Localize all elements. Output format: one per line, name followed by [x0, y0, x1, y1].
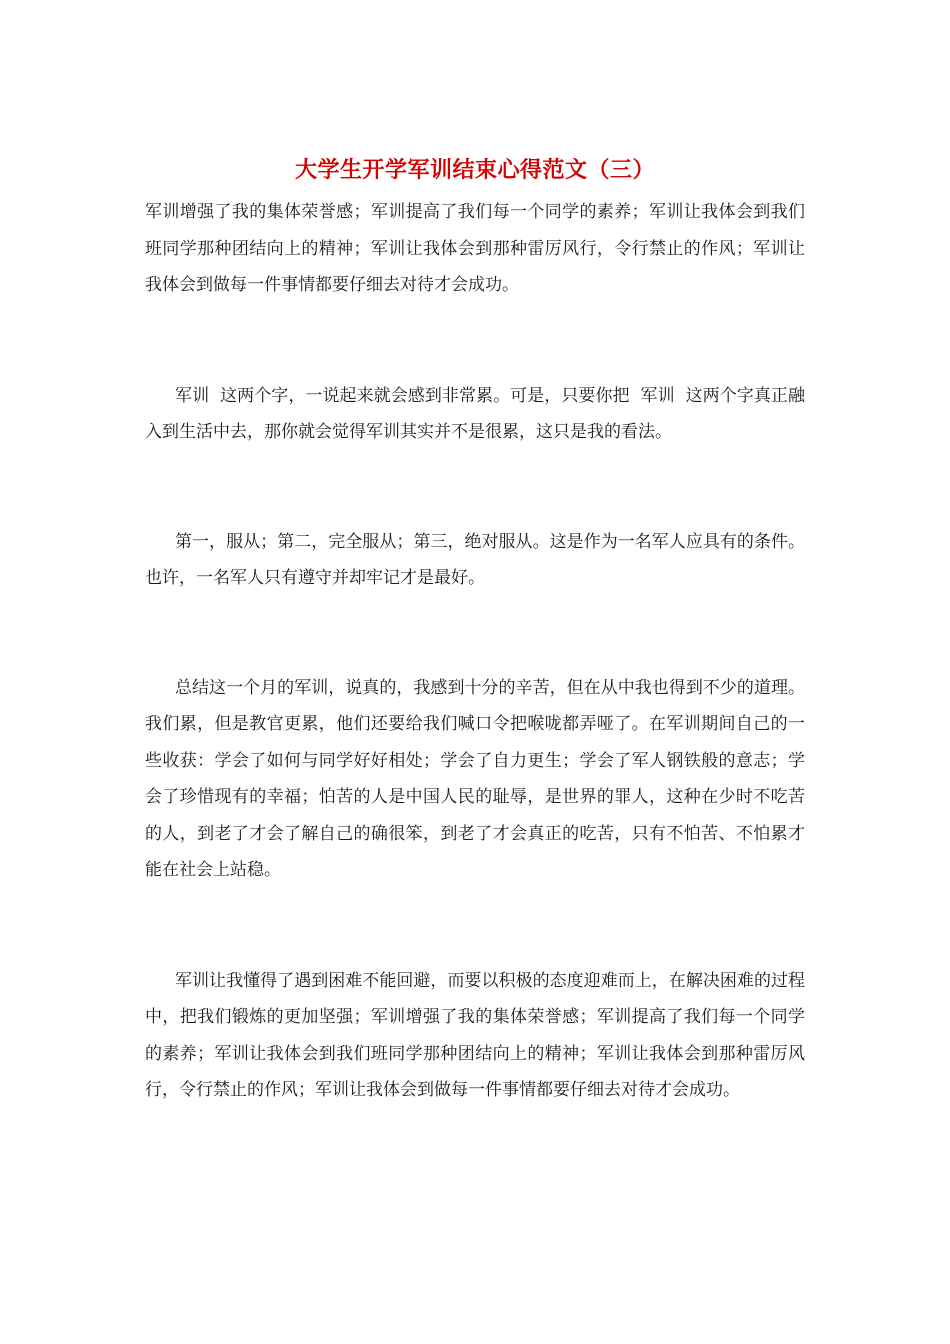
document-page	[145, 150, 805, 1109]
paragraph-5: 军训让我懂得了遇到困难不能回避，而要以积极的态度迎难而上，在解决困难的过程中，把我们锻炼的更加坚强；军训增强了我的集体荣誉感；军训提高了我们每一个同学的素养；军训让我体会到我们班同学那种团结向上的精神；军训让我体会到那种雷厉风行，令行禁止的作风；军训让我体会到做每一件事情都要仔细去对待才会成功。	[145, 970, 805, 1100]
paragraph-1: 军训增强了我的集体荣誉感；军训提高了我们每一个同学的素养；军训让我体会到我们班同学那种团结向上的精神；军训让我体会到那种雷厉风行，令行禁止的作风；军训让我体会到做每一件事情都要仔细去对待才会成功。	[145, 202, 805, 295]
paragraph-3: 第一，服从；第二，完全服从；第三，绝对服从。这是作为一名军人应具有的条件。也许，一名军人只有遵守并却牢记才是最好。	[145, 531, 805, 588]
paragraph-2: 军训 这两个字，一说起来就会感到非常累。可是，只要你把 军训 这两个字真正融入到生活中去，那你就会觉得军训其实并不是很累，这只是我的看法。	[145, 385, 805, 442]
paragraph-4: 总结这一个月的军训，说真的，我感到十分的辛苦，但在从中我也得到不少的道理。我们累，但是教官更累，他们还要给我们喊口令把喉咙都弄哑了。在军训期间自己的一些收获：学会了如何与同学好好相处；学会了自力更生；学会了军人钢铁般的意志；学会了珍惜现有的幸福；怕苦的人是中国人民的耻辱，是世界的罪人，这种在少时不吃苦的人，到老了才会了解自己的确很笨，到老了才会真正的吃苦，只有不怕苦、不怕累才能在社会上站稳。	[145, 677, 805, 880]
document-title: 大学生开学军训结束心得范文（三）	[294, 157, 655, 183]
